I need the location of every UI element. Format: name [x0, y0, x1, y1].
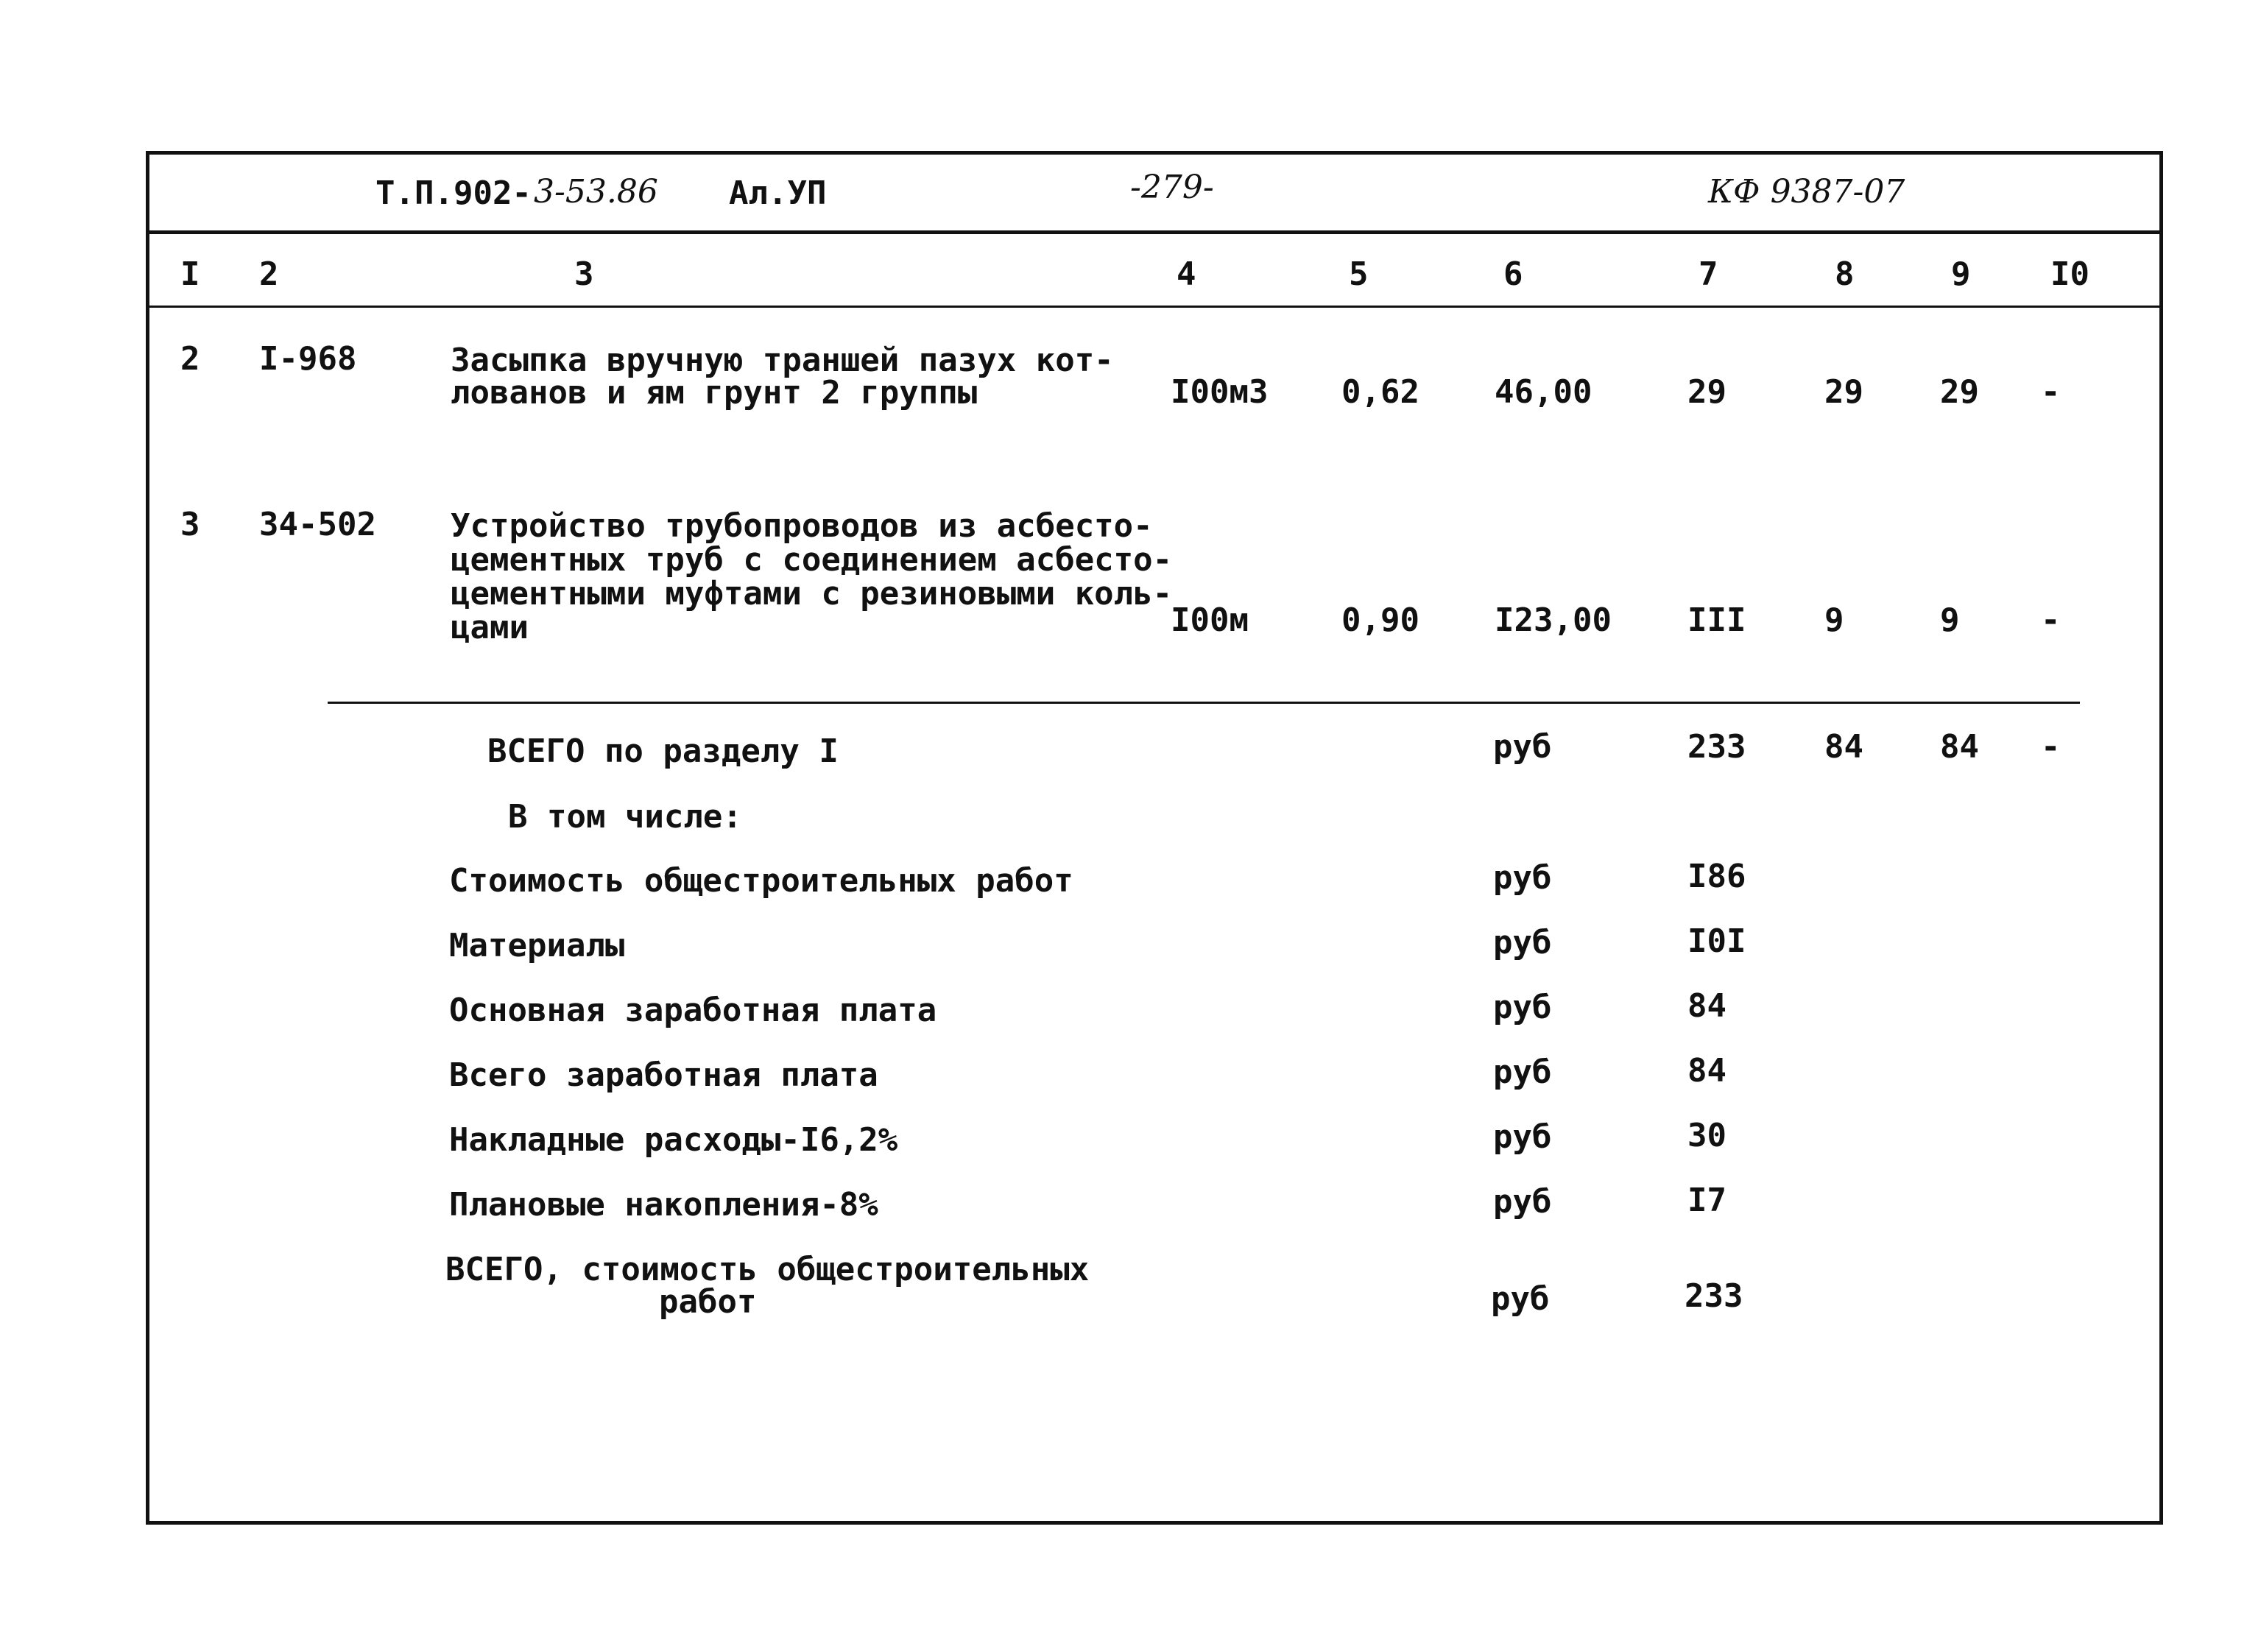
breakdown-label: Всего заработная плата: [449, 1056, 878, 1094]
breakdown-label: Стоимость общестроительных работ: [449, 862, 1073, 900]
breakdown-unit: руб: [1493, 989, 1552, 1026]
table-row-col9: 29: [1940, 373, 1979, 411]
table-row-num: 2: [180, 340, 200, 378]
column-header-4: 4: [1177, 255, 1196, 293]
grand-total-value: 233: [1685, 1277, 1743, 1315]
breakdown-value: I86: [1687, 858, 1746, 895]
table-row-price: 46,00: [1495, 373, 1592, 411]
grand-total-unit: руб: [1491, 1280, 1550, 1318]
including-label: В том числе:: [508, 798, 742, 836]
table-row-col10: -: [2041, 601, 2061, 639]
column-header-9: 9: [1951, 255, 1971, 293]
document-frame: [146, 151, 2163, 1525]
section-total-unit: руб: [1493, 728, 1552, 766]
album-label: Ал.УП: [729, 174, 827, 212]
section-total-value: 233: [1687, 728, 1746, 766]
table-row-col8: 29: [1824, 373, 1863, 411]
page-number: -279-: [1130, 169, 1214, 206]
column-header-8: 8: [1835, 255, 1855, 293]
doc-code-handwritten: 3-53.86: [534, 173, 658, 211]
breakdown-value: 84: [1687, 987, 1726, 1025]
table-row-num: 3: [180, 506, 200, 543]
table-row-qty: 0,90: [1341, 601, 1419, 639]
breakdown-unit: руб: [1493, 1053, 1552, 1091]
section-total-label: ВСЕГО по разделу I: [487, 733, 839, 770]
table-row-col10: -: [2041, 373, 2061, 411]
section-total-col9: 84: [1940, 728, 1979, 766]
breakdown-label: Плановые накопления-8%: [449, 1186, 878, 1224]
table-row-price: I23,00: [1495, 601, 1612, 639]
table-row-total: III: [1687, 601, 1746, 639]
breakdown-value: 30: [1687, 1117, 1726, 1154]
grand-total-label-line2: работ: [659, 1283, 757, 1321]
column-header-5: 5: [1349, 255, 1369, 293]
breakdown-unit: руб: [1493, 859, 1552, 897]
doc-code: Т.П.902-: [375, 174, 532, 212]
column-header-6: 6: [1503, 255, 1523, 293]
breakdown-label: Накладные расходы-I6,2%: [449, 1121, 898, 1159]
column-header-divider: [146, 306, 2163, 308]
section-total-col8: 84: [1824, 728, 1863, 766]
section-total-col10: -: [2041, 728, 2061, 766]
breakdown-label: Основная заработная плата: [449, 992, 937, 1029]
breakdown-value: I7: [1687, 1182, 1726, 1219]
column-header-1: I: [180, 255, 200, 293]
breakdown-unit: руб: [1493, 1183, 1552, 1221]
table-row-col9: 9: [1940, 601, 1960, 639]
breakdown-label: Материалы: [449, 927, 625, 964]
form-code: КФ 9387-07: [1708, 173, 1905, 211]
table-row-unit: I00м3: [1171, 373, 1269, 411]
section-total-divider: [328, 702, 2080, 704]
column-header-3: 3: [574, 255, 594, 293]
table-row-qty: 0,62: [1341, 373, 1419, 411]
breakdown-value: I0I: [1687, 922, 1746, 960]
breakdown-unit: руб: [1493, 924, 1552, 961]
breakdown-unit: руб: [1493, 1118, 1552, 1156]
table-row-col8: 9: [1824, 601, 1844, 639]
column-header-7: 7: [1699, 255, 1718, 293]
table-row-code: I-968: [259, 340, 357, 378]
table-row-code: 34-502: [259, 506, 376, 543]
table-row-unit: I00м: [1171, 601, 1249, 639]
table-row-description: Засыпка вручную траншей пазух кот- лованов и ям грунт 2 группы: [451, 342, 1114, 412]
table-row-total: 29: [1687, 373, 1726, 411]
breakdown-value: 84: [1687, 1052, 1726, 1090]
header-divider: [146, 230, 2163, 234]
grand-total-label-line1: ВСЕГО, стоимость общестроительных: [445, 1251, 1090, 1288]
column-header-2: 2: [259, 255, 279, 293]
table-row-description: Устройство трубопроводов из асбесто- цементных труб с соединением асбесто- цементными муфтами с резиновыми коль- цами: [451, 507, 1173, 646]
column-header-10: I0: [2050, 255, 2089, 293]
